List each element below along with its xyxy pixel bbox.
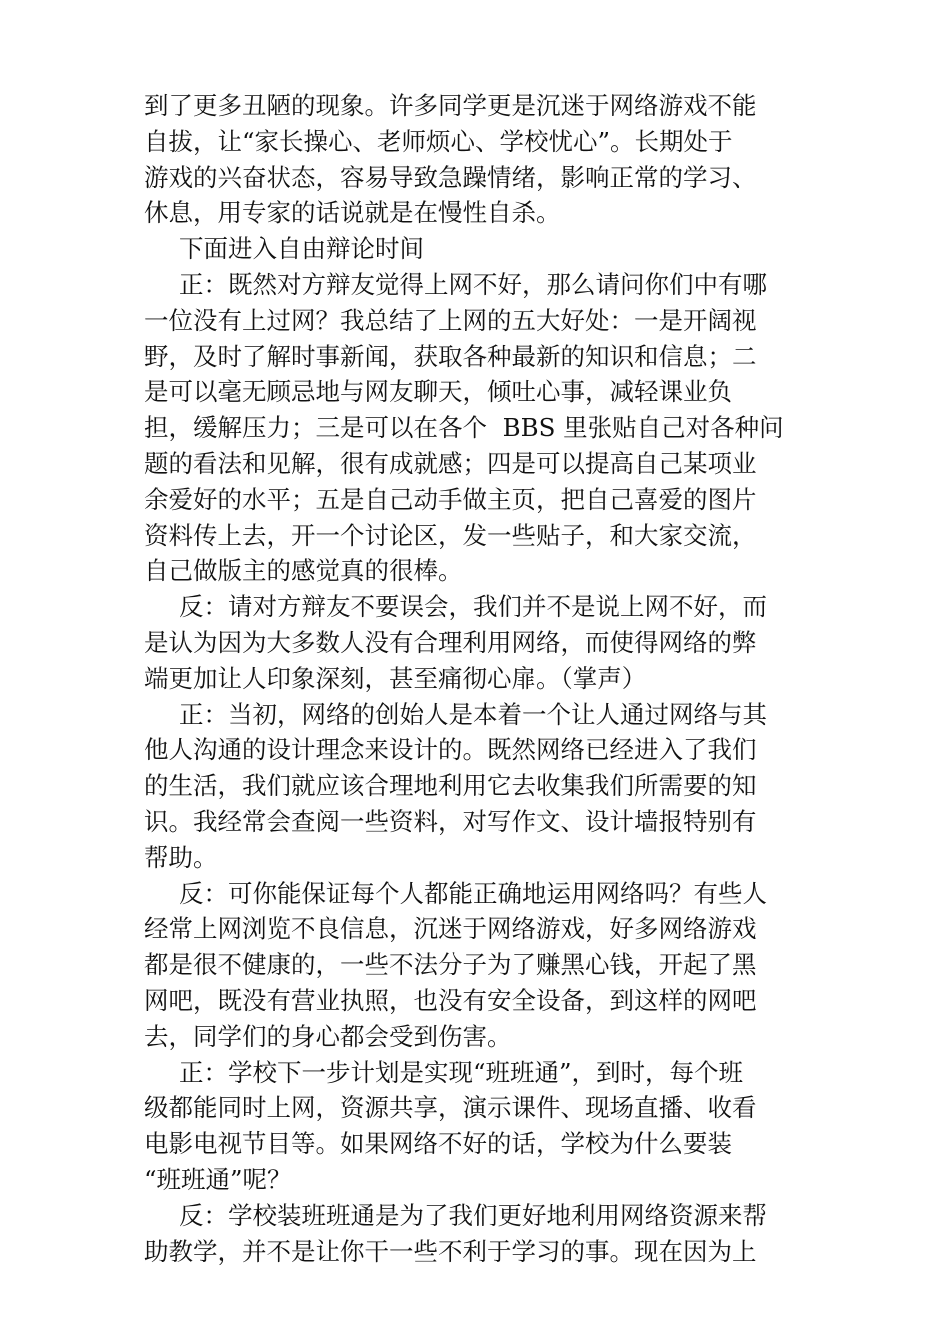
text-line: 一位没有上过网？我总结了上网的五大好处：一是开阔视: [144, 305, 757, 335]
text-line: 经常上网浏览不良信息，沉迷于网络游戏，好多网络游戏: [144, 914, 757, 944]
text-line: 资料传上去，开一个讨论区，发一些贴子，和大家交流，: [144, 520, 757, 550]
text-line: 去，同学们的身心都会受到伤害。: [144, 1021, 512, 1051]
text-line: 他人沟通的设计理念来设计的。既然网络已经进入了我们: [144, 735, 757, 765]
text-line: 题的看法和见解，很有成就感；四是可以提高自己某项业: [144, 448, 757, 478]
text-line: 识。我经常会查阅一些资料，对写作文、设计墙报特别有: [144, 806, 757, 836]
text-line: “班班通”呢？: [144, 1164, 292, 1194]
text-line: 反：学校装班班通是为了我们更好地利用网络资源来帮: [179, 1200, 767, 1230]
text-line: 自拔，让“家长操心、老师烦心、学校忧心”。长期处于: [144, 126, 733, 156]
text-line: 帮助。: [144, 842, 218, 872]
text-line: 是认为因为大多数人没有合理利用网络，而使得网络的弊: [144, 627, 757, 657]
text-line: 余爱好的水平；五是自己动手做主页，把自己喜爱的图片: [144, 484, 757, 514]
text-line: 电影电视节目等。如果网络不好的话，学校为什么要装: [144, 1129, 732, 1159]
section-heading: 下面进入自由辩论时间: [179, 234, 424, 264]
text-line: 游戏的兴奋状态，容易导致急躁情绪，影响正常的学习、: [144, 162, 757, 192]
text-line: 正：学校下一步计划是实现“班班通”，到时，每个班: [179, 1057, 744, 1087]
text-line: 休息，用专家的话说就是在慢性自杀。: [144, 198, 561, 228]
text-line: 级都能同时上网，资源共享，演示课件、现场直播、收看: [144, 1093, 757, 1123]
text-line: 反：可你能保证每个人都能正确地运用网络吗？有些人: [179, 878, 767, 908]
text-line: 助教学，并不是让你干一些不利于学习的事。现在因为上: [144, 1236, 757, 1266]
text-line: 正：既然对方辩友觉得上网不好，那么请问你们中有哪: [179, 269, 767, 299]
text-line: 网吧，既没有营业执照，也没有安全设备，到这样的网吧: [144, 985, 757, 1015]
text-line: 到了更多丑陋的现象。许多同学更是沉迷于网络游戏不能: [144, 91, 757, 120]
text-line: 反：请对方辩友不要误会，我们并不是说上网不好，而: [179, 592, 767, 622]
text-line: 的生活，我们就应该合理地利用它去收集我们所需要的知: [144, 771, 757, 801]
text-line: 是可以毫无顾忌地与网友聊天，倾吐心事，减轻课业负: [144, 377, 732, 407]
text-line: 正：当初，网络的创始人是本着一个让人通过网络与其: [179, 699, 767, 729]
text-line: 担，缓解压力；三是可以在各个 BBS 里张贴自己对各种问: [144, 413, 784, 443]
text-line: 自己做版主的感觉真的很棒。: [144, 556, 463, 586]
text-line: 端更加让人印象深刻，甚至痛彻心扉。（掌声）: [144, 663, 647, 693]
text-line: 野，及时了解时事新闻，获取各种最新的知识和信息；二: [144, 341, 757, 371]
text-line: 都是很不健康的，一些不法分子为了赚黑心钱，开起了黑: [144, 950, 757, 980]
document-body: [144, 88, 808, 1269]
